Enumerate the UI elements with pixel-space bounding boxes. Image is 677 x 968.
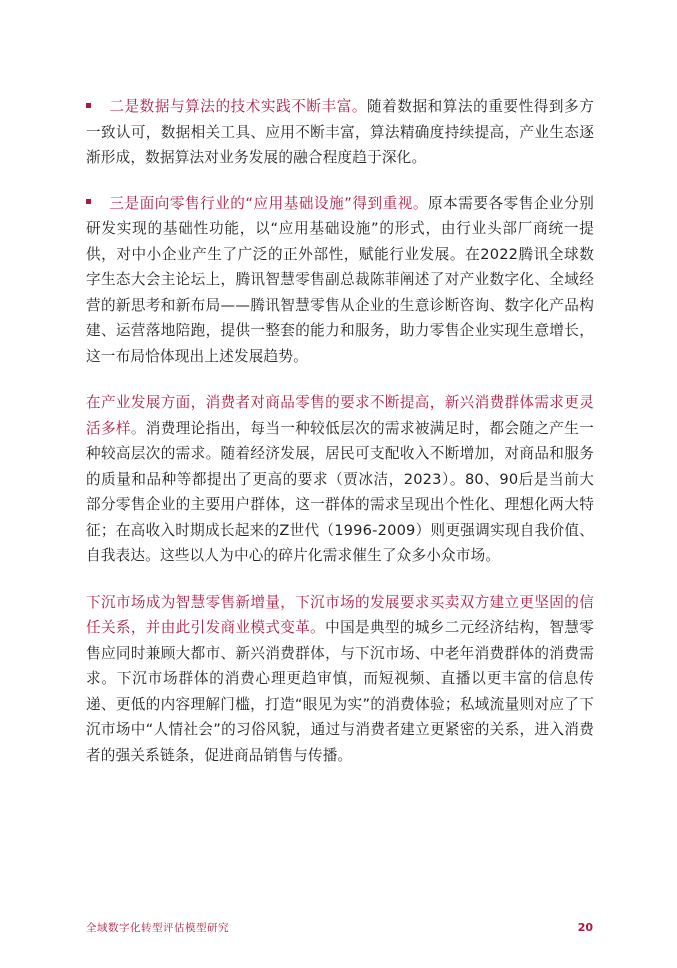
paragraph-text: 中国是典型的城乡二元经济结构，智慧零售应同时兼顾大都市、新兴消费群体，与下沉市场、中老年消费群体的消费需求。下沉市场群体的消费心理更趋审慎，而短视频、直播以更丰富的信息传递、更低的内容理解门槛，打造“眼见为实”的消费体验；私域流量则对应了下沉市场中“人情社会”的习俗风貌，通过与消费者建立更紧密的关系，进入消费者的强关系链条，促进商品销售与传播。 [86, 619, 595, 764]
footer-title: 全域数字化转型评估模型研究 [86, 922, 229, 934]
bullet-paragraph-infrastructure [86, 191, 594, 370]
paragraph-consumer-demand [86, 390, 594, 569]
bullet-icon [86, 199, 91, 204]
paragraph-text: 消费理论指出，每当一种较低层次的需求被满足时，都会随之产生一种较高层次的需求。随着经济发展，居民可支配收入不断增加，对商品和服务的质量和品种等都提出了更高的要求（贾冰洁，2023）。80、90后是当前大部分零售企业的主要用户群体，这一群体的需求呈现出个性化、理想化两大特征；在高收入时期成长起来的Z世代（1996-2009）则更强调实现自我价值、自我表达。这些以人为中心的碎片化需求催生了众多小众市场。 [86, 419, 594, 564]
page-number: 20 [577, 921, 593, 934]
page-footer [86, 919, 593, 937]
document-body [86, 94, 594, 768]
paragraph-text: 原本需要各零售企业分别研发实现的基础性功能，以“应用基础设施”的形式，由行业头部厂商统一提供，对中小企业产生了广泛的正外部性，赋能行业发展。在2022腾讯全球数字生态大会主论坛上，腾讯智慧零售副总裁陈菲阐述了对产业数字化、全域经营的新思考和新布局——腾讯智慧零售从企业的生意诊断咨询、数字化产品构建、运营落地陪跑，提供一整套的能力和服务，助力零售企业实现生意增长，这一布局恰体现出上述发展趋势。 [86, 194, 594, 365]
paragraph-highlight: 三是面向零售行业的“应用基础设施”得到重视。 [109, 194, 428, 212]
paragraph-highlight: 在产业发展方面，消费者对商品零售的要求不断提高，新兴消费群体需求更灵活多样。 [86, 394, 594, 437]
bullet-icon [86, 103, 91, 108]
paragraph-highlight: 下沉市场成为智慧零售新增量，下沉市场的发展要求买卖双方建立更坚固的信任关系，并由此引发商业模式变革。 [86, 593, 594, 636]
bullet-paragraph-data-algorithm [86, 94, 594, 171]
paragraph-sinking-market [86, 590, 594, 769]
paragraph-text: 随着数据和算法的重要性得到多方一致认可，数据相关工具、应用不断丰富，算法精确度持续提高，产业生态逐渐形成，数据算法对业务发展的融合程度趋于深化。 [86, 98, 594, 166]
paragraph-highlight: 二是数据与算法的技术实践不断丰富。 [109, 98, 368, 115]
